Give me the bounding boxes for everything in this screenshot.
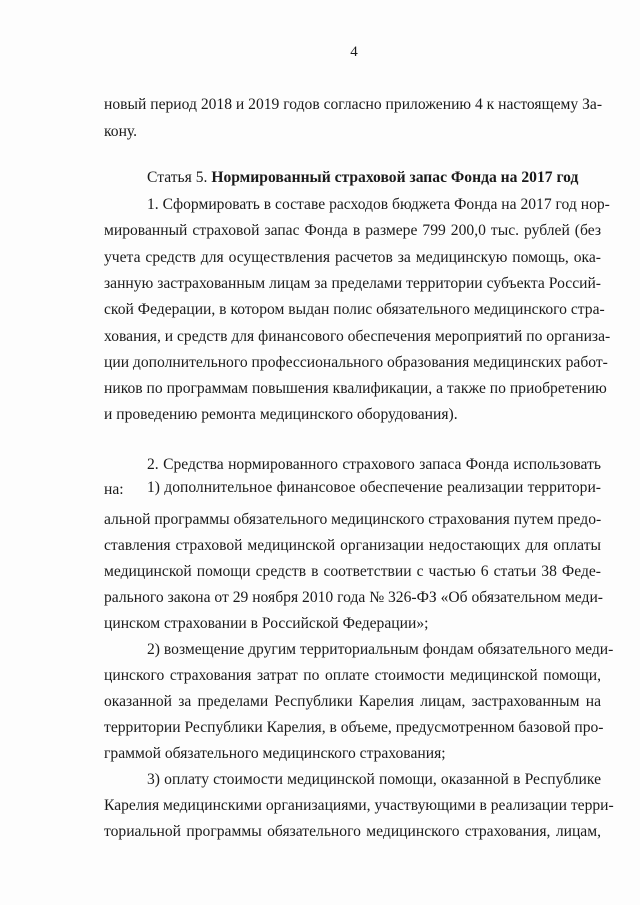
text-line: и проведению ремонта медицинского оборудования). [104, 406, 458, 423]
text-line: на: [104, 481, 124, 498]
text-line: кону. [104, 123, 138, 140]
text-line: ставления страховой медицинской организации недостающих для оплаты [104, 537, 601, 554]
text-line: оказанной за пределами Республики Карелия лицам, застрахованным на [104, 693, 601, 710]
text-line: ников по программам повышения квалификации, а также по приобретению [104, 380, 607, 397]
text-line: 3) оплату стоимости медицинской помощи, оказанной в Республике [147, 771, 601, 788]
text-line: Карелия медицинскими организациями, участвующими в реализации терри- [104, 797, 614, 814]
text-line: 2) возмещение другим территориальным фондам обязательного меди- [147, 641, 614, 658]
text-line: цинского страхования затрат по оплате стоимости медицинской помощи, [104, 667, 601, 684]
text-line: рального закона от 29 ноября 2010 года № 326-ФЗ «Об обязательном меди- [104, 589, 603, 606]
text-line: цинском страховании в Российской Федерации»; [104, 615, 429, 632]
text-line: новый период 2018 и 2019 годов согласно приложению 4 к настоящему За- [104, 96, 603, 113]
article-number: Статья 5. [147, 169, 212, 186]
text-line: граммой обязательного медицинского страхования; [104, 745, 446, 762]
article-title: Нормированный страховой запас Фонда на 2017 год [211, 169, 579, 186]
text-line: территории Республики Карелия, в объеме, предусмотренном базовой про- [104, 719, 604, 736]
text-line: медицинской помощи средств в соответствии с частью 6 статьи 38 Феде- [104, 563, 601, 580]
text-line: занную застрахованным лицам за пределами территории субъекта Россий- [104, 275, 601, 292]
text-line: мированный страховой запас Фонда в размере 799 200,0 тыс. рублей (без [104, 222, 601, 239]
article-heading [147, 168, 607, 188]
text-line: ской Федерации, в котором выдан полис обязательного медицинского стра- [104, 301, 605, 318]
text-line: ции дополнительного профессионального образования медицинских работ- [104, 354, 608, 371]
text-line: учета средств для осуществления расчетов за медицинскую помощь, ока- [104, 249, 601, 266]
page-number: 4 [350, 44, 358, 60]
text-line: 1) дополнительное финансовое обеспечение реализации территори- [147, 479, 601, 496]
text-line: 2. Средства нормированного страхового запаса Фонда использовать [147, 456, 601, 473]
text-line: 1. Сформировать в составе расходов бюджета Фонда на 2017 год нор- [147, 196, 610, 213]
text-line: альной программы обязательного медицинского страхования путем предо- [104, 511, 602, 528]
text-line: хования, и средств для финансового обеспечения мероприятий по организа- [104, 328, 611, 345]
text-line: ториальной программы обязательного медицинского страхования, лицам, [104, 823, 601, 840]
